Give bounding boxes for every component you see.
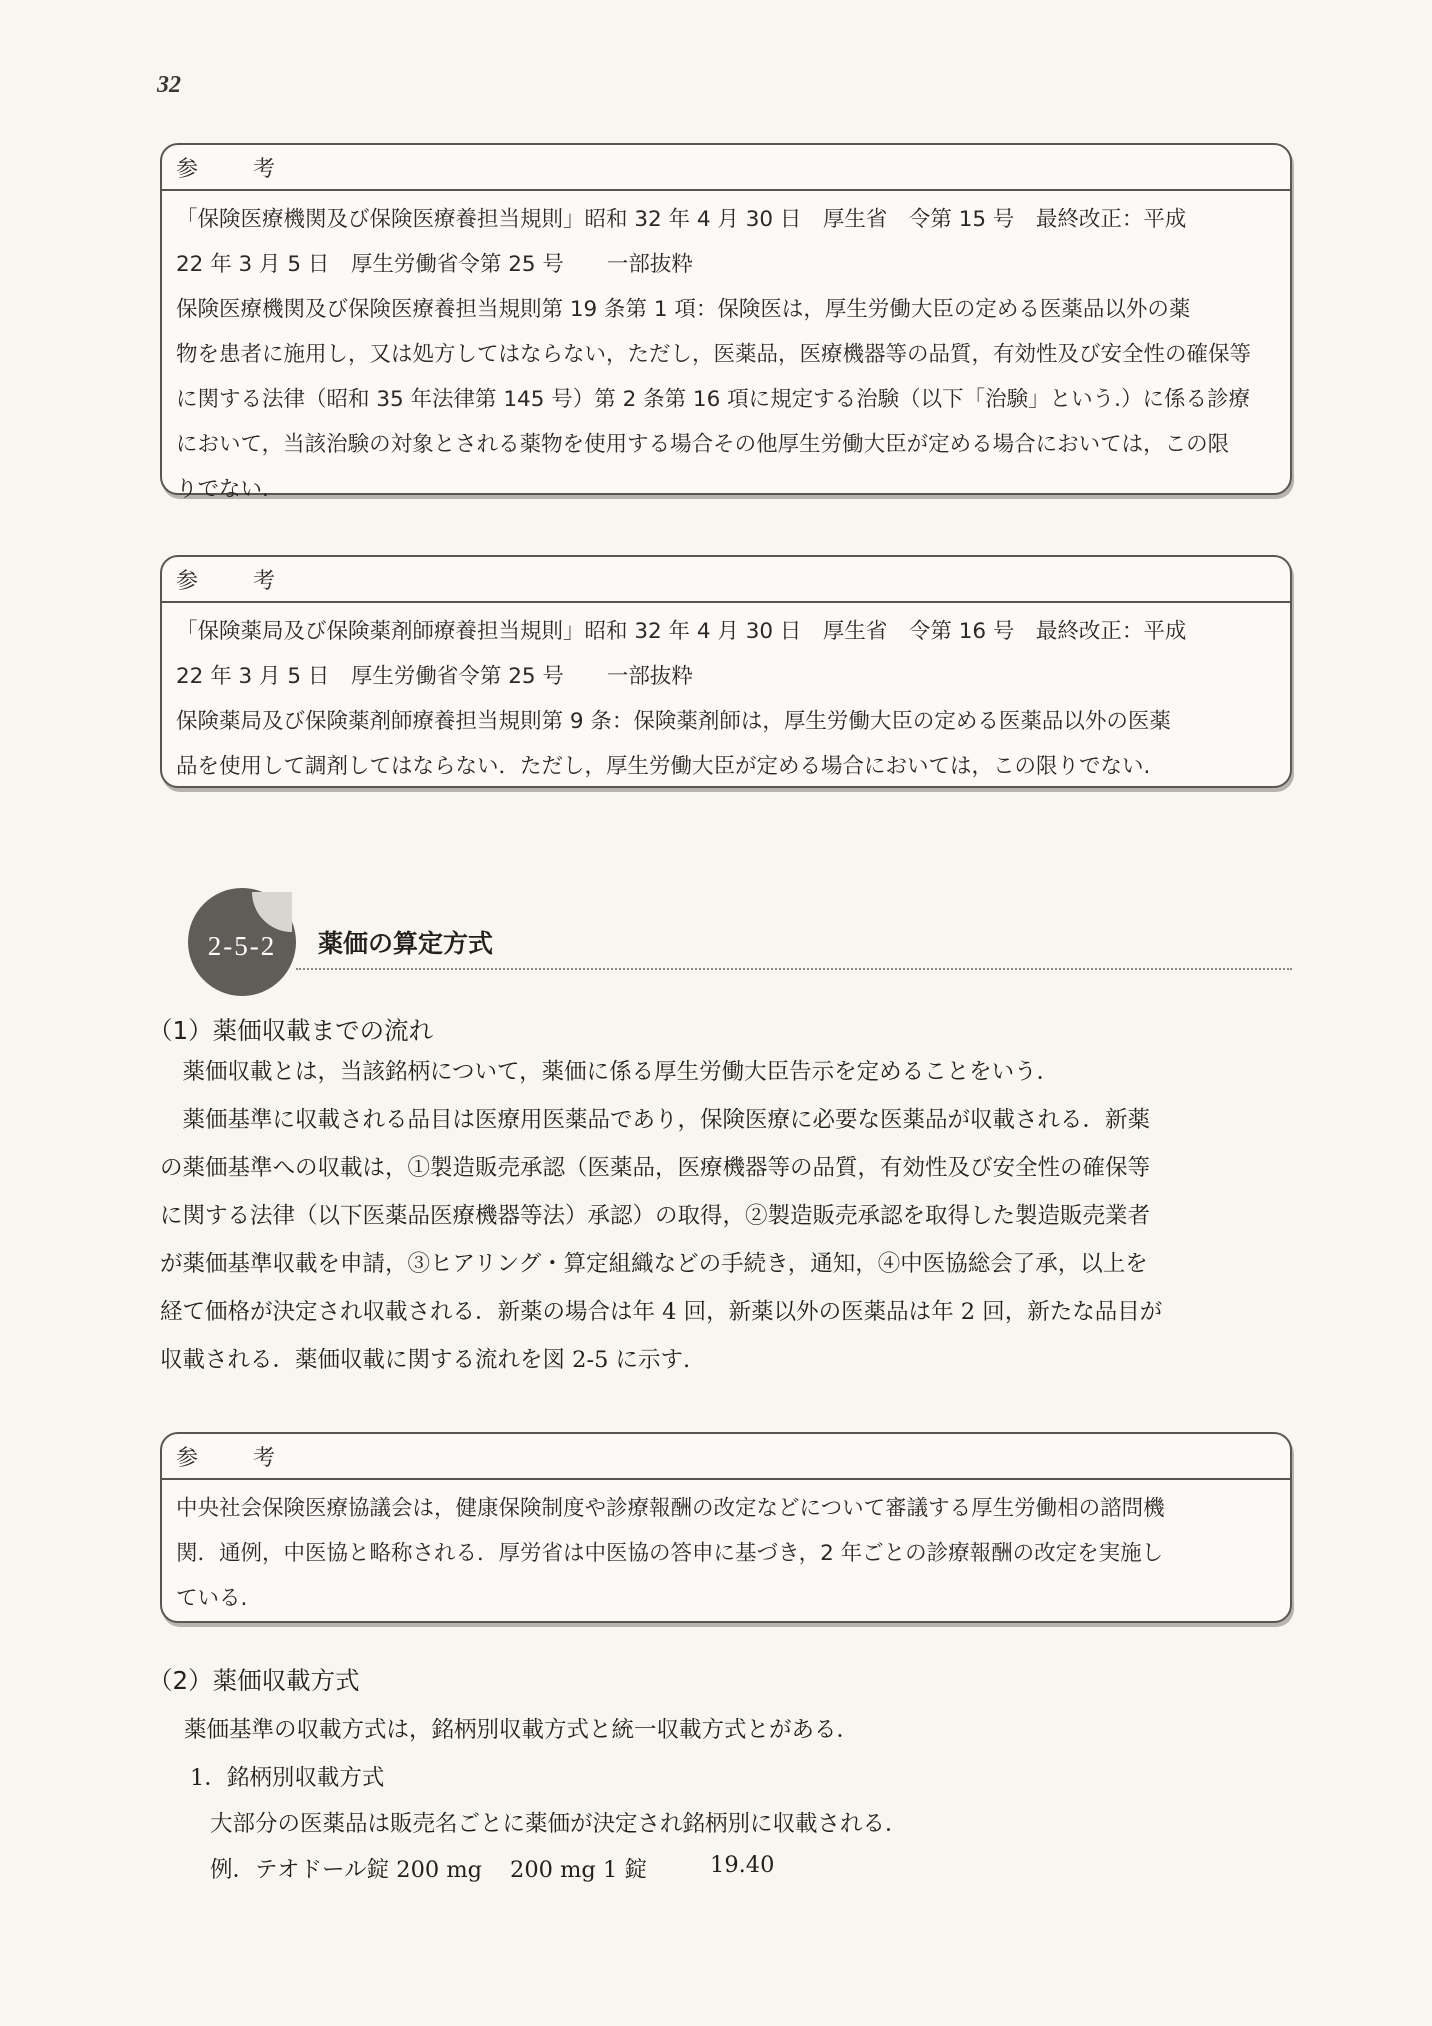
reference-box-heading: 参 考	[162, 1434, 1290, 1480]
example-label: 例．テオドール錠 200 mg	[210, 1857, 483, 1883]
reference-line: において，当該治験の対象とされる薬物を使用する場合その他厚生労働大臣が定める場合においては，この限	[176, 432, 1230, 457]
paragraph-line: 薬価基準に収載される品目は医療用医薬品であり，保険医療に必要な医薬品が収載される．新薬	[160, 1107, 1151, 1133]
paragraph-line: 収載される．薬価収載に関する流れを図 2-5 に示す.	[160, 1347, 691, 1373]
reference-box-2	[160, 555, 1292, 788]
reference-line: 22 年 3 月 5 日 厚生労働省令第 25 号 一部抜粋	[176, 664, 693, 689]
reference-line: りでない.	[176, 477, 269, 502]
reference-line: 関．通例，中医協と略称される．厚労省は中医協の答申に基づき，2 年ごとの診療報酬の改定を実施し	[176, 1541, 1164, 1566]
subsection-2-intro: 薬価基準の収載方式は，銘柄別収載方式と統一収載方式とがある．	[184, 1717, 860, 1743]
paragraph-line: 経て価格が決定され収載される．新薬の場合は年 4 回，新薬以外の医薬品は年 2 回，新たな品目が	[160, 1299, 1163, 1325]
reference-box-heading: 参 考	[162, 145, 1290, 191]
reference-box-3	[160, 1432, 1292, 1623]
reference-box-1	[160, 143, 1292, 502]
reference-line: 「保険医療機関及び保険医療養担当規則」昭和 32 年 4 月 30 日 厚生省 令第 15 号 最終改正：平成	[176, 207, 1187, 232]
page-curl-icon	[252, 892, 292, 932]
subsection-heading-2: （2）薬価収載方式	[148, 1666, 360, 1695]
item-1-heading: 1．銘柄別収載方式	[190, 1765, 385, 1791]
paragraph-line: が薬価基準収載を申請，③ヒアリング・算定組織などの手続き，通知，④中医協総会了承，以上を	[160, 1251, 1148, 1277]
reference-line: に関する法律（昭和 35 年法律第 145 号）第 2 条第 16 項に規定する治験（以下「治験」という.）に係る診療	[176, 387, 1250, 412]
subsection-heading-1: （1）薬価収載までの流れ	[148, 1016, 434, 1045]
item-1-text: 大部分の医薬品は販売名ごとに薬価が決定され銘柄別に収載される．	[210, 1811, 908, 1837]
page-number: 32	[157, 72, 181, 98]
reference-line: 保険医療機関及び保険医療養担当規則第 19 条第 1 項：保険医は，厚生労働大臣の定める医薬品以外の薬	[176, 297, 1191, 322]
example-row	[210, 1852, 774, 1884]
example-unit: 200 mg 1 錠	[510, 1857, 647, 1883]
reference-line: 物を患者に施用し，又は処方してはならない，ただし，医薬品，医療機器等の品質，有効性及び安全性の確保等	[176, 342, 1252, 367]
reference-line: 中央社会保険医療協議会は，健康保険制度や診療報酬の改定などについて審議する厚生労働相の諮問機	[176, 1496, 1165, 1521]
reference-box-body	[162, 603, 1290, 799]
section-badge	[188, 888, 296, 996]
reference-line: ている.	[176, 1586, 248, 1611]
paragraph-line: 薬価収載とは，当該銘柄について，薬価に係る厚生労働大臣告示を定めることをいう．	[160, 1059, 1060, 1085]
section-number: 2-5-2	[207, 930, 277, 961]
subsection-1-paragraph	[160, 1048, 1162, 1384]
paragraph-line: の薬価基準への収載は，①製造販売承認（医薬品，医療機器等の品質，有効性及び安全性の確保等	[160, 1155, 1151, 1181]
paragraph-line: に関する法律（以下医薬品医療機器等法）承認）の取得，②製造販売承認を取得した製造販売業者	[160, 1203, 1151, 1229]
reference-line: 品を使用して調剤してはならない．ただし，厚生労働大臣が定める場合においては，この限りでない.	[176, 754, 1151, 779]
reference-box-body	[162, 191, 1290, 522]
section-divider	[296, 968, 1292, 970]
reference-line: 22 年 3 月 5 日 厚生労働省令第 25 号 一部抜粋	[176, 252, 693, 277]
reference-line: 「保険薬局及び保険薬剤師療養担当規則」昭和 32 年 4 月 30 日 厚生省 令第 16 号 最終改正：平成	[176, 619, 1187, 644]
section-title: 薬価の算定方式	[318, 929, 494, 958]
reference-line: 保険薬局及び保険薬剤師療養担当規則第 9 条：保険薬剤師は，厚生労働大臣の定める医薬品以外の医薬	[176, 709, 1171, 734]
reference-box-body	[162, 1480, 1290, 1631]
example-price: 19.40	[710, 1852, 775, 1878]
reference-box-heading: 参 考	[162, 557, 1290, 603]
